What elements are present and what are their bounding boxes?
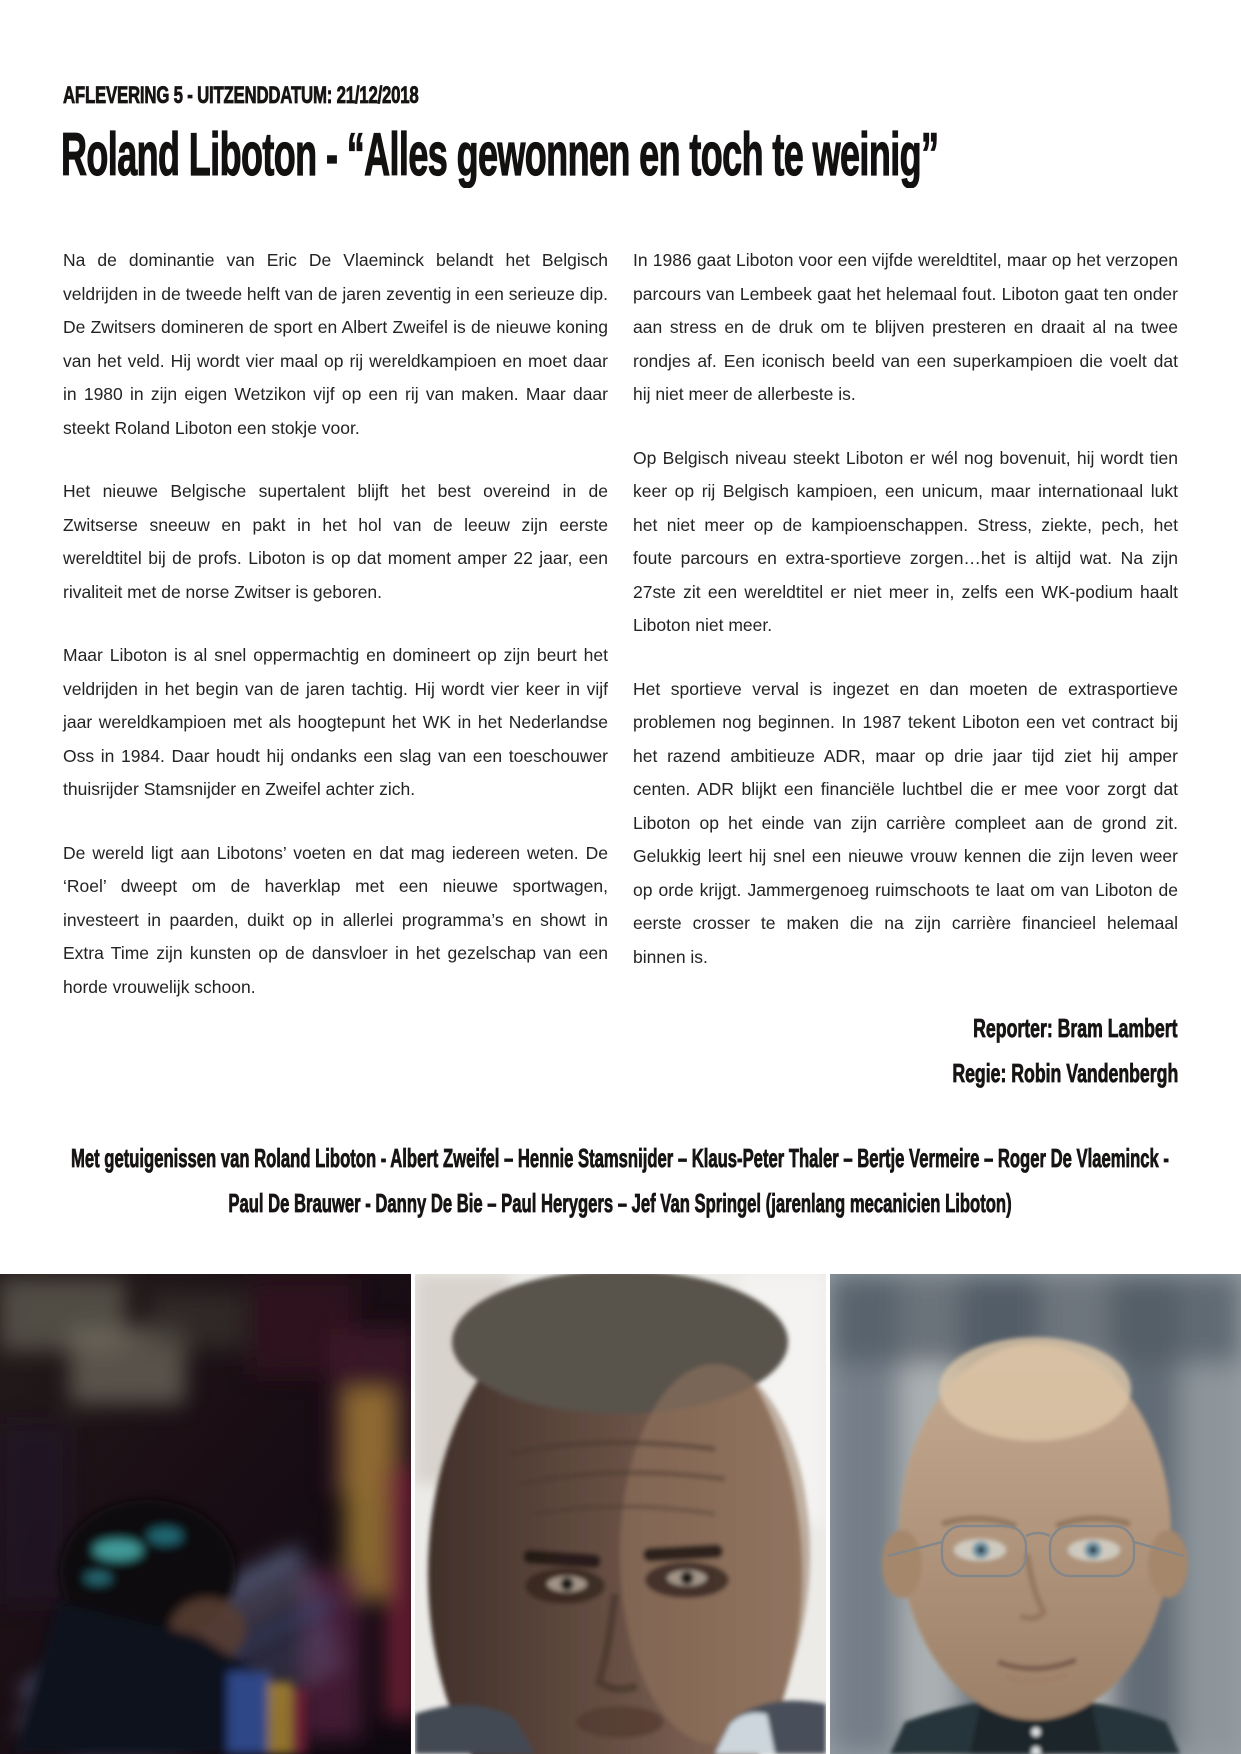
paragraph: De wereld ligt aan Libotons’ voeten en dat mag iedereen weten. De ‘Roel’ dweept om de haverklap met een nieuwe sportwagen, investeert in paarden, duikt op in allerlei programma’s en showt in Extra Time zijn kunsten op de dansvloer in het gezelschap van een horde vrouwelijk schoon.	[63, 842, 608, 997]
paragraph: In 1986 gaat Liboton voor een vijfde wereldtitel, maar op het verzopen parcours van Lembeek gaat het helemaal fout. Liboton gaat ten onder aan stress en de druk om te blijven presteren en draait al na twee rondjes af. Een iconisch beeld van een superkampioen die voelt dat hij niet meer de allerbeste is.	[633, 250, 1178, 404]
left-column	[63, 244, 608, 1004]
paragraph: Op Belgisch niveau steekt Liboton er wél nog bovenuit, hij wordt tien keer op rij Belgisch kampioen, een unicum, maar internationaal lukt het niet meer op de kampioenschappen. Stress, ziekte, pech, het foute parcours en extra-sportieve zorgen…het is altijd wat. Na zijn 27ste zit een wereldtitel er niet meer in, zelfs een WK-podium haalt Liboton niet meer.	[633, 447, 1178, 635]
reporter-credit	[63, 1008, 1178, 1053]
paragraph: Maar Liboton is al snel oppermachtig en domineert op zijn beurt het veldrijden in het begin van de jaren tachtig. Hij wordt vier keer in vijf jaar wereldkampioen met als hoogtepunt het WK in het Nederlandse Oss in 1984. Daar houdt hij ondanks een slag van een toeschouwer thuisrijder Stamsnijder en Zweifel achter zich.	[63, 645, 608, 799]
director-credit-text: Regie: Robin Vandenbergh	[952, 1058, 1178, 1088]
right-column	[633, 244, 1178, 1004]
portrait-bald-glasses-illustration	[830, 1274, 1241, 1754]
page-title: Roland Liboton - “Alles gewonnen en toch te weinig”	[61, 121, 939, 188]
cyclist-action-photo	[0, 1274, 411, 1754]
paragraph: Het sportieve verval is ingezet en dan moeten de extrasportieve problemen nog beginnen. In 1987 tekent Liboton een vet contract bij het razend ambitieuze ADR, maar op drie jaar tijd ziet hij amper centen. ADR blijkt een financiële luchtbel die er mee voor zorgt dat Liboton op het einde van zijn carrière compleet aan de grond zit. Gelukkig leert hij snel een nieuwe vrouw kennen die zijn leven weer op orde krijgt. Jammergenoeg ruimschoots te laat om van Liboton de eerste crosser te maken die na zijn carrière financieel helemaal binnen is.	[633, 678, 1178, 967]
episode-kicker: AFLEVERING 5 - UITZENDDATUM: 21/12/2018	[63, 82, 419, 109]
paragraph: Het nieuwe Belgische supertalent blijft het best overeind in de Zwitserse sneeuw en pakt in het hol van de leeuw zijn eerste wereldtitel bij de profs. Liboton is op dat moment amper 22 jaar, een rivaliteit met de norse Zwitser is geboren.	[63, 481, 608, 602]
portrait-grey-hair-illustration	[415, 1274, 826, 1754]
witnesses-line: Met getuigenissen van Roland Liboton - Albert Zweifel – Hennie Stamsnijder – Klaus-Peter Thaler – Bertje Vermeire – Roger De Vlaeminck - Paul De Brauwer - Danny De Bie – Paul Herygers – Jef Van Springel (jarenlang mecanicien Liboton)	[71, 1143, 1169, 1218]
portrait-bald-glasses-photo	[830, 1274, 1241, 1754]
article-body	[63, 244, 1178, 1004]
portrait-grey-hair-photo	[415, 1274, 826, 1754]
paragraph: Na de dominantie van Eric De Vlaeminck belandt het Belgisch veldrijden in de tweede helft van de jaren zeventig in een serieuze dip. De Zwitsers domineren de sport en Albert Zweifel is de nieuwe koning van het veld. Hij wordt vier maal op rij wereldkampioen en moet daar in 1980 in zijn eigen Wetzikon vijf op een rij van maken. Maar daar steekt Roland Liboton een stokje voor.	[63, 250, 608, 438]
photo-strip	[0, 1274, 1241, 1754]
director-credit	[63, 1053, 1178, 1098]
reporter-credit-text: Reporter: Bram Lambert	[973, 1013, 1178, 1043]
cyclist-photo-illustration	[0, 1274, 411, 1754]
credits-block	[63, 1008, 1178, 1098]
